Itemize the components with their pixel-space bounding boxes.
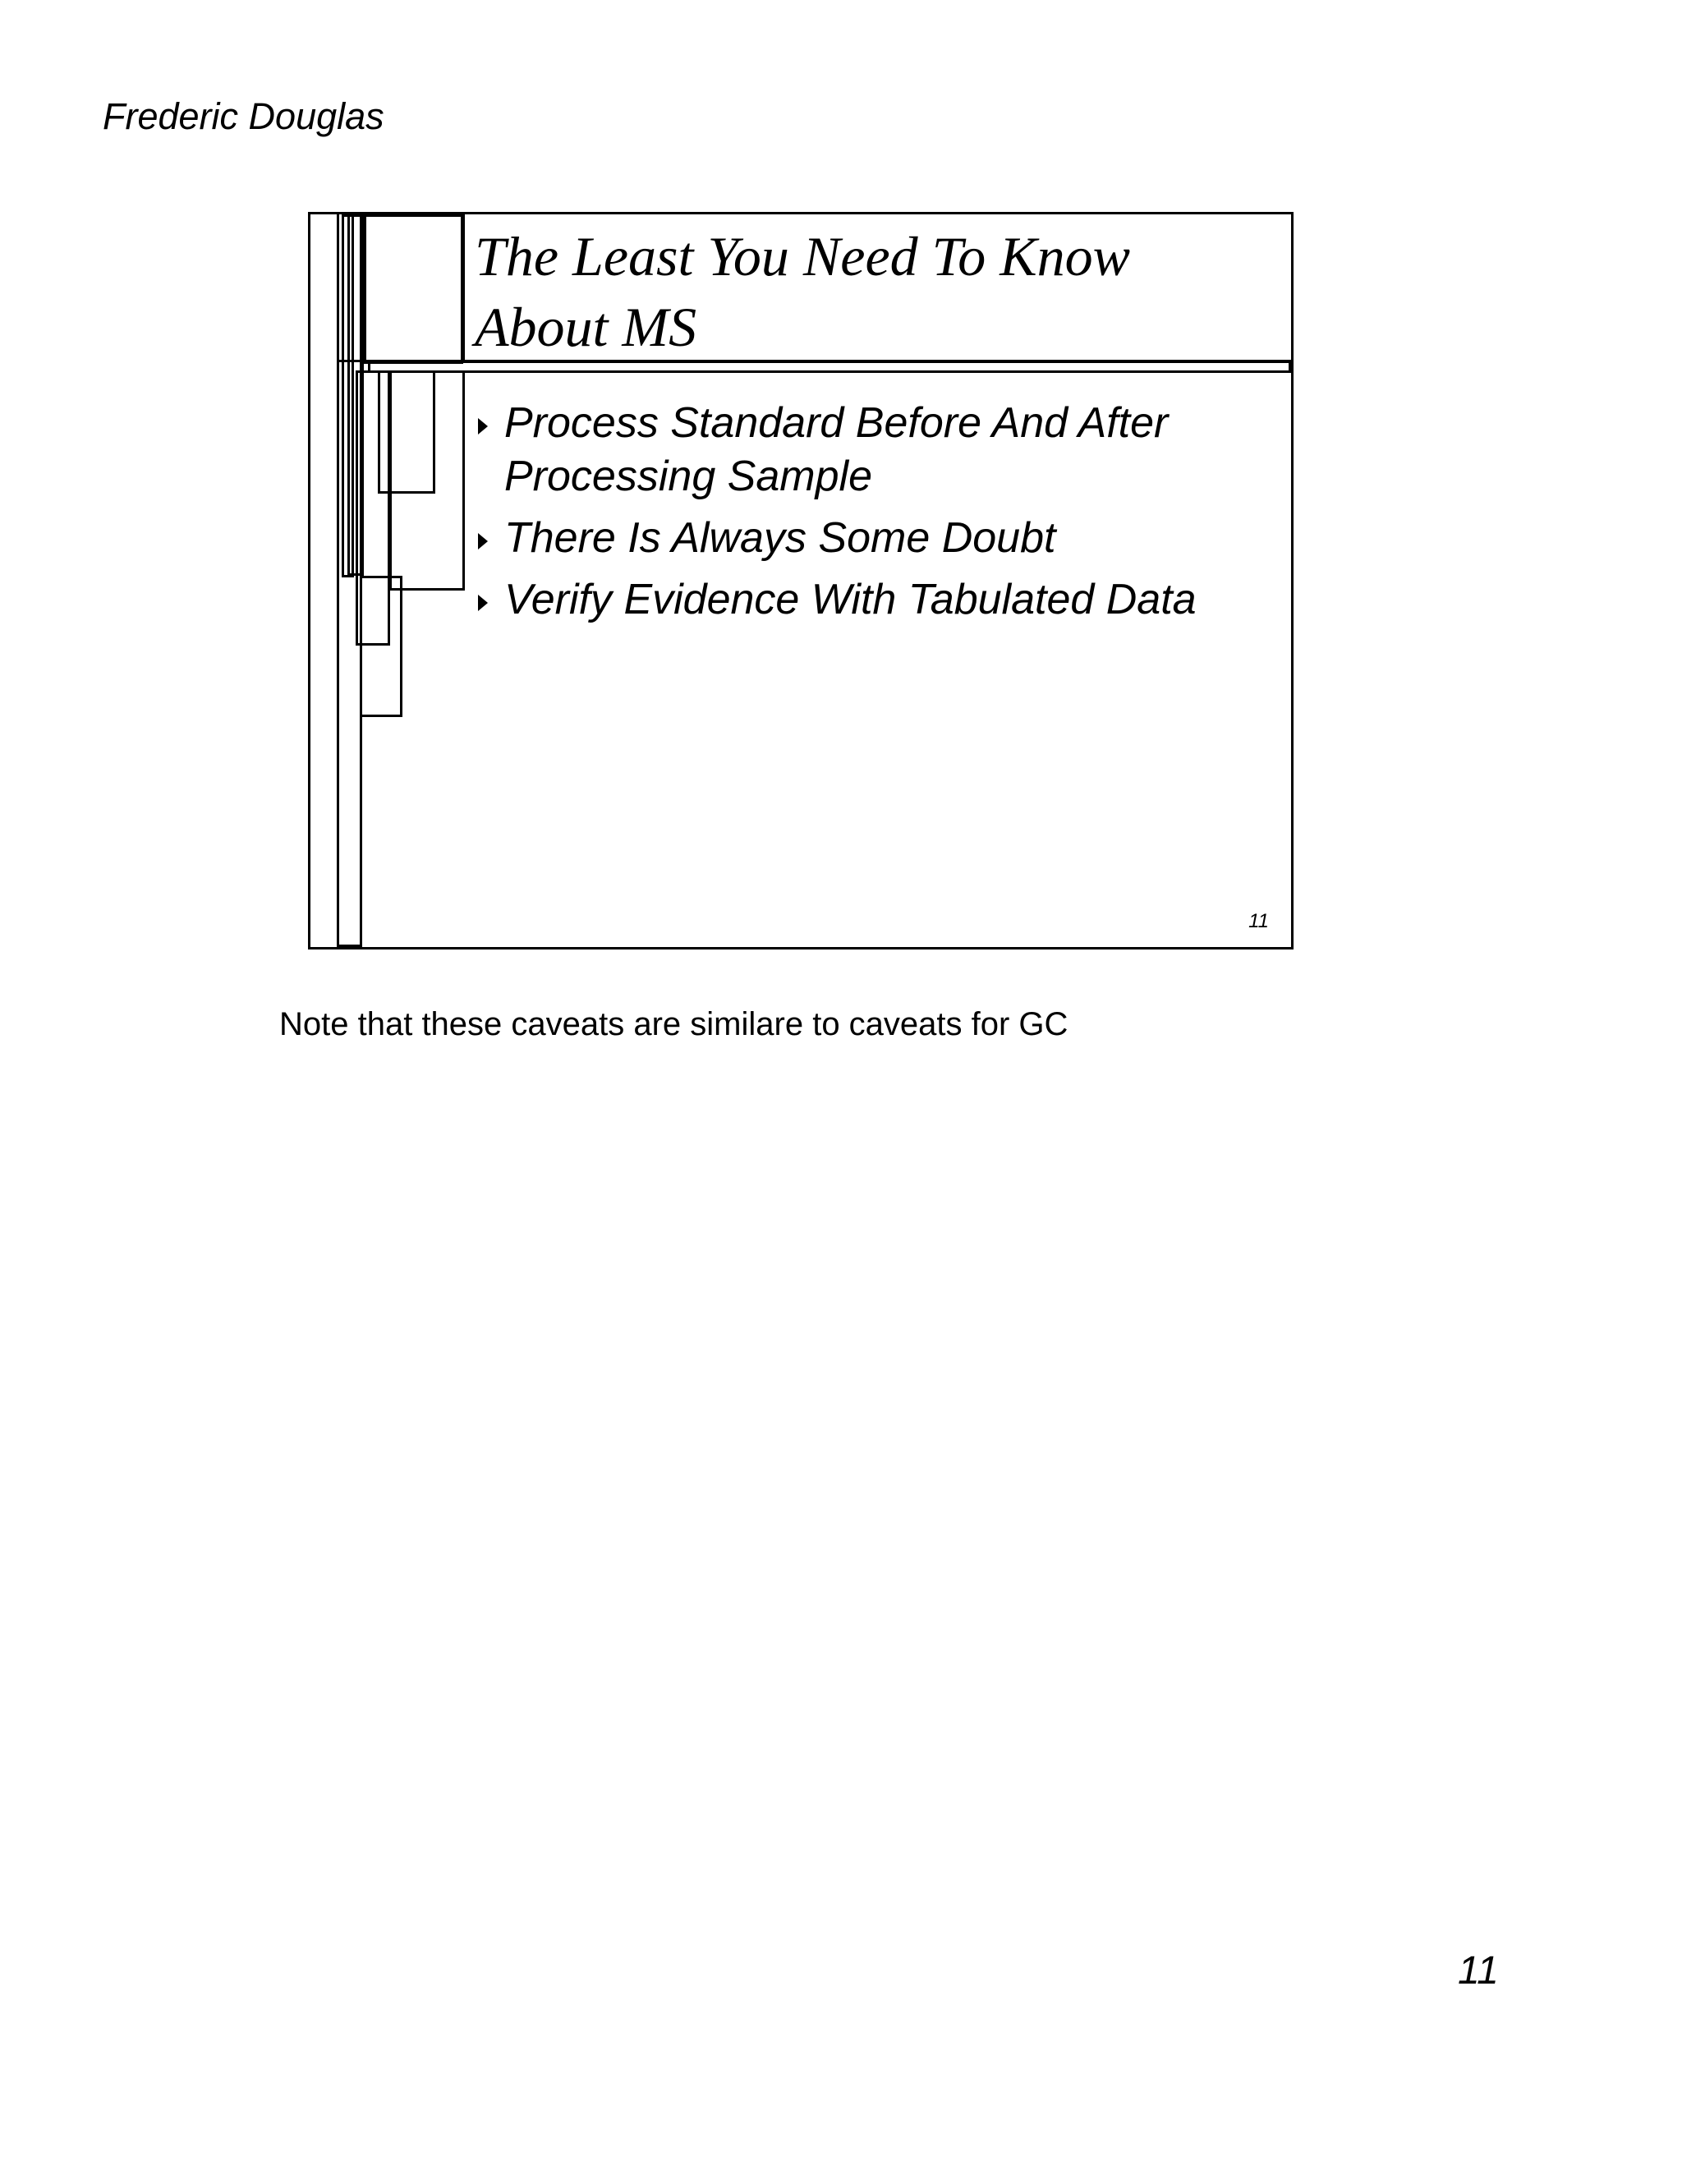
decor-box xyxy=(342,214,354,577)
decor-box xyxy=(389,370,465,591)
slide-title: The Least You Need To Know About MS xyxy=(475,225,1130,358)
decor-box xyxy=(364,214,463,364)
slide-frame xyxy=(308,212,1294,949)
bullet-list xyxy=(475,397,1280,635)
author-name: Frederic Douglas xyxy=(103,95,384,137)
decor-line xyxy=(337,945,362,947)
triangle-bullet-icon xyxy=(478,418,488,435)
list-item xyxy=(475,512,1280,565)
page-number: 11 xyxy=(1458,1949,1499,1993)
decor-line xyxy=(337,214,339,947)
slide-number: 11 xyxy=(1248,910,1269,932)
list-item xyxy=(475,397,1280,503)
decor-box xyxy=(368,361,1291,373)
decor-box xyxy=(360,576,402,717)
slide-note: Note that these caveats are similare to caveats for GC xyxy=(279,1006,1068,1042)
bullet-text: Process Standard Before And After Processing Sample xyxy=(504,399,1169,500)
list-item xyxy=(475,573,1280,627)
bullet-text: Verify Evidence With Tabulated Data xyxy=(504,576,1197,623)
triangle-bullet-icon xyxy=(478,533,488,549)
bullet-text: There Is Always Some Doubt xyxy=(504,514,1056,562)
triangle-bullet-icon xyxy=(478,595,488,611)
